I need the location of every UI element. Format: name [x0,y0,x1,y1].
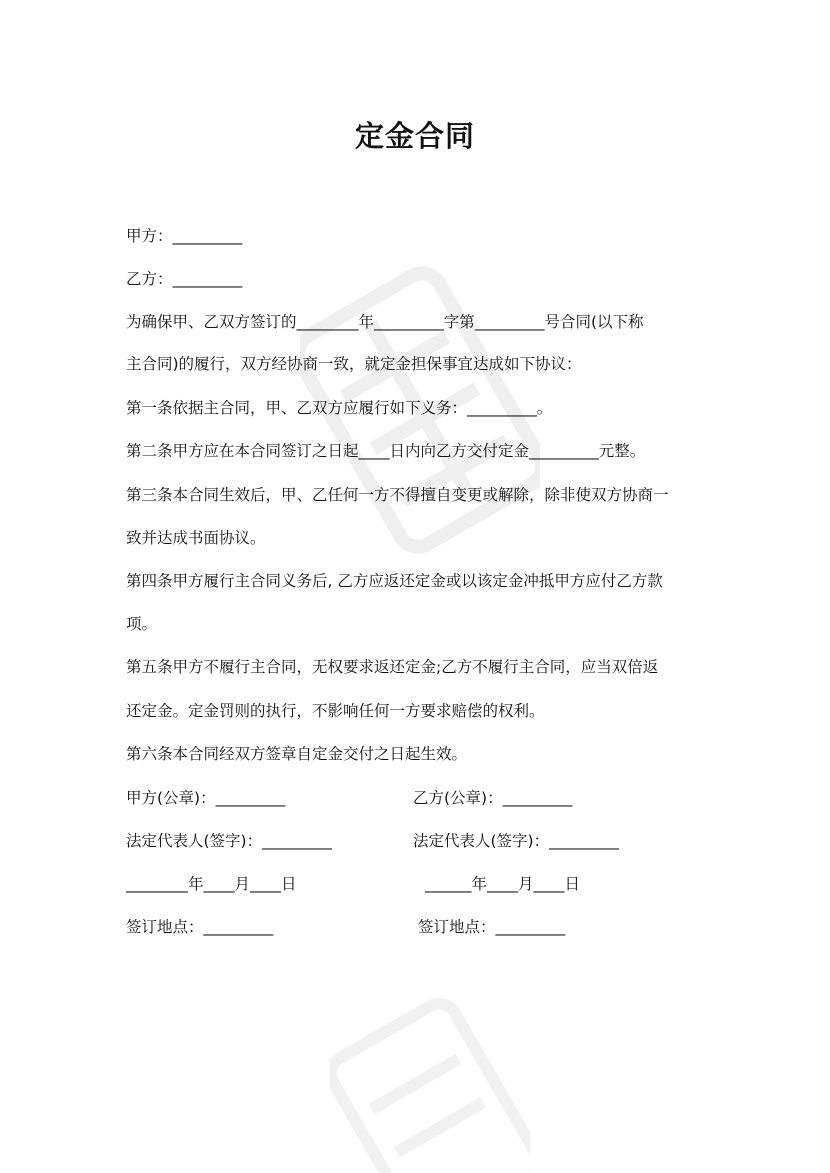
party-b-date: ______年____月____日 [425,875,581,893]
watermark-logo-bottom [330,990,530,1173]
party-a-date: ________年____月____日 [126,875,297,893]
article-5-line-1: 第五条甲方不履行主合同，无权要求返还定金;乙方不履行主合同，应当双倍返 [126,658,659,676]
intro-line-2: 主合同)的履行，双方经协商一致，就定金担保事宜达成如下协议： [126,355,582,373]
article-3-line-1: 第三条本合同生效后，甲、乙任何一方不得擅自变更或解除，除非使双方协商一 [126,486,669,504]
party-b-line: 乙方：_________ [126,270,243,288]
article-5-line-2: 还定金。定金罚则的执行，不影响任何一方要求赔偿的权利。 [126,702,545,720]
party-b-place: 签订地点：_________ [418,918,566,936]
article-4-line-1: 第四条甲方履行主合同义务后, 乙方应返还定金或以该定金冲抵甲方应付乙方款 [126,572,663,590]
party-a-seal: 甲方(公章)：_________ [126,789,286,807]
party-b-representative: 法定代表人(签字)：_________ [413,832,619,850]
document-title: 定金合同 [354,119,475,153]
article-6: 第六条本合同经双方签章自定金交付之日起生效。 [126,745,468,763]
article-3-line-2: 致并达成书面协议。 [126,529,266,547]
party-a-representative: 法定代表人(签字)：_________ [126,832,332,850]
article-4-line-2: 项。 [126,615,158,633]
article-2: 第二条甲方应在本合同签订之日起____日内向乙方交付定金_________元整。 [126,442,646,460]
party-b-seal: 乙方(公章)：_________ [413,789,573,807]
party-a-place: 签订地点：_________ [126,918,274,936]
intro-line-1: 为确保甲、乙双方签订的________年_________字第_________号合同(以下称 [126,313,644,331]
party-a-line: 甲方：_________ [126,227,243,245]
article-1: 第一条依据主合同，甲、乙双方应履行如下义务：_________。 [126,399,553,417]
